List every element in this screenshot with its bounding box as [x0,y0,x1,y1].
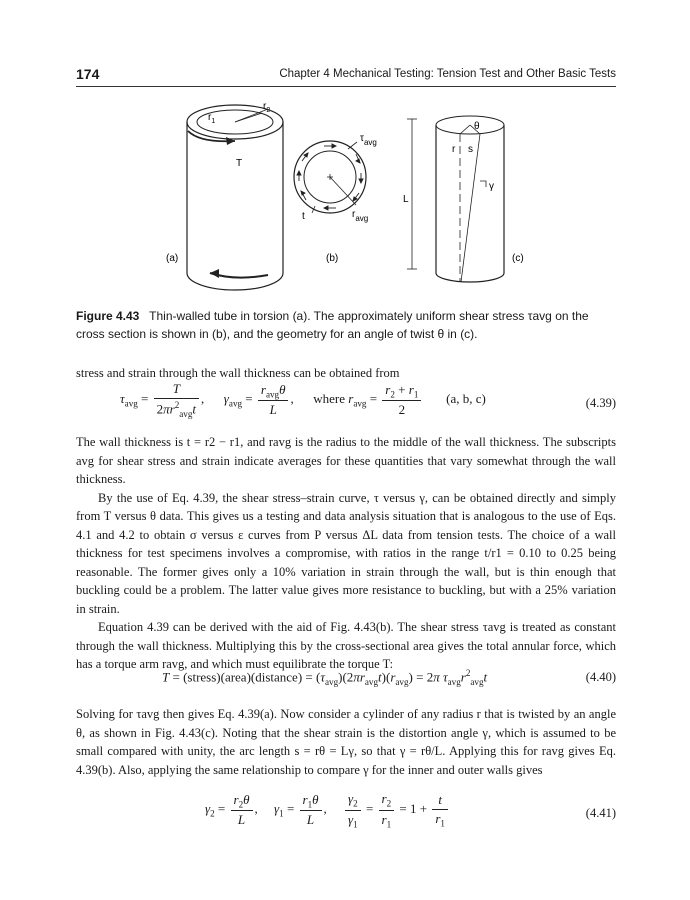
eq-where: where [313,390,345,406]
panel-c-label: (c) [512,253,524,264]
panel-c-theta-label: θ [474,121,480,132]
panel-b-label: (b) [326,253,339,264]
panel-b-ravg-label: $r_{avg}$ [352,209,369,223]
panel-a-r1: $r_1$ [208,112,216,125]
caption-text: Thin-walled tube in torsion (a). The approximately uniform shear stress τavg on the cross section is shown in (b), and the geometry for an angle of twist θ in (c). [76,309,589,341]
panel-c-cylinder [407,116,504,282]
panel-a-r2: $r_2$ [263,101,271,114]
panel-a-torque-label: T [236,158,243,169]
panel-c-gamma-label: γ [489,181,494,192]
equation-4-40: T = (stress)(area)(distance) = $(\tau_{avg})(2\pi r_{avg}t)(r_{avg}) = 2\pi$ $\tau_{avg}r^2_{avg}t$ [162,668,488,687]
equation-4-39: $\tau_{avg}$ = $\frac{T}{2\pi r^2_{avg}t}$ , $\gamma_{avg}$ = $\frac{r_{avg}\theta}{L}$ , where $r_{avg}$ = $\frac{r_2 + r_1}{2}$ (a, b, c) [120,381,486,419]
paragraph-3: Equation 4.39 can be derived with the aid of Fig. 4.43(b). The shear stress τavg is treated as constant through the wall thickness. Multiplying this by the cross-sectional area gives the total annular force, which has a torque arm ravg, and which must equilibrate the torque T: [76,620,616,671]
panel-c-L-label: L [403,194,409,205]
panel-b-section [294,141,366,213]
panel-b-tau-label: $\tau_{avg}$ [360,133,377,147]
paragraph-2: By the use of Eq. 4.39, the shear stress–strain curve, τ versus γ, can be obtained directly and simply from T versus θ data. This gives us a testing and data analysis situation that is analogous to the use of Eqs. 4.1 and 4.2 to obtain σ versus ε curves from P versus ΔL data from tension tests. The choice of a wall thickness for test specimens involves a compromise, with ratios in the range t/r1 = 0.10 to 0.25 being reasonable. The former gives only a 10% variation in strain through the wall, but is thin enough that buckling could be a problem. The latter value gives more resistance to buckling, but with a 25% variation in strain. [76,490,616,616]
running-head: Chapter 4 Mechanical Testing: Tension Test and Other Basic Tests [279,68,616,80]
equation-number-4-39: (4.39) [585,396,616,410]
paragraph-4: Solving for τavg then gives Eq. 4.39(a). Now consider a cylinder of any radius r that is twisted by an angle θ, as shown in Fig. 4.43(c). Noting that the shear strain is the distortion angle γ, which is assumed to be small compared with unity, the arc length s = rθ = Lγ, so that γ = rθ/L. Applying this for ravg gives Eq. 4.39(b). Also, applying the same relationship to compare γ for the inner and outer walls gives [76,707,616,777]
panel-a-label: (a) [166,253,179,264]
paragraph-1: The wall thickness is t = r2 − r1, and ravg is the radius to the middle of the wall thickness. The subscripts avg for shear stress and strain indicate averages for these quantities that vary somewhat through the wall thickness. [76,435,616,486]
panel-b-t-label: t [302,211,305,222]
body-text [76,433,616,674]
caption-label: Figure 4.43 [76,309,140,323]
panel-a-tube [187,105,283,290]
eq-tag-abc: (a, b, c) [446,390,486,406]
equation-4-41: $\gamma_2$ = $\frac{r_2\theta}{L}$ , $\gamma_1$ = $\frac{r_1\theta}{L}$ , $\frac{\gamma_2}{\gamma_1}$ = $\frac{r_2}{r_1}$ = 1 + $\frac{t}{r_1}$ [205,791,450,829]
intro-text: stress and strain through the wall thickness can be obtained from [76,366,400,380]
panel-c-s-label: s [468,144,473,155]
page-number: 174 [76,66,100,82]
figure-4-43 [150,95,570,295]
equation-number-4-40: (4.40) [585,670,616,684]
equation-number-4-41: (4.41) [585,806,616,820]
panel-c-r-label: r [452,144,456,155]
figure-caption [76,307,616,343]
header-rule [76,86,616,87]
